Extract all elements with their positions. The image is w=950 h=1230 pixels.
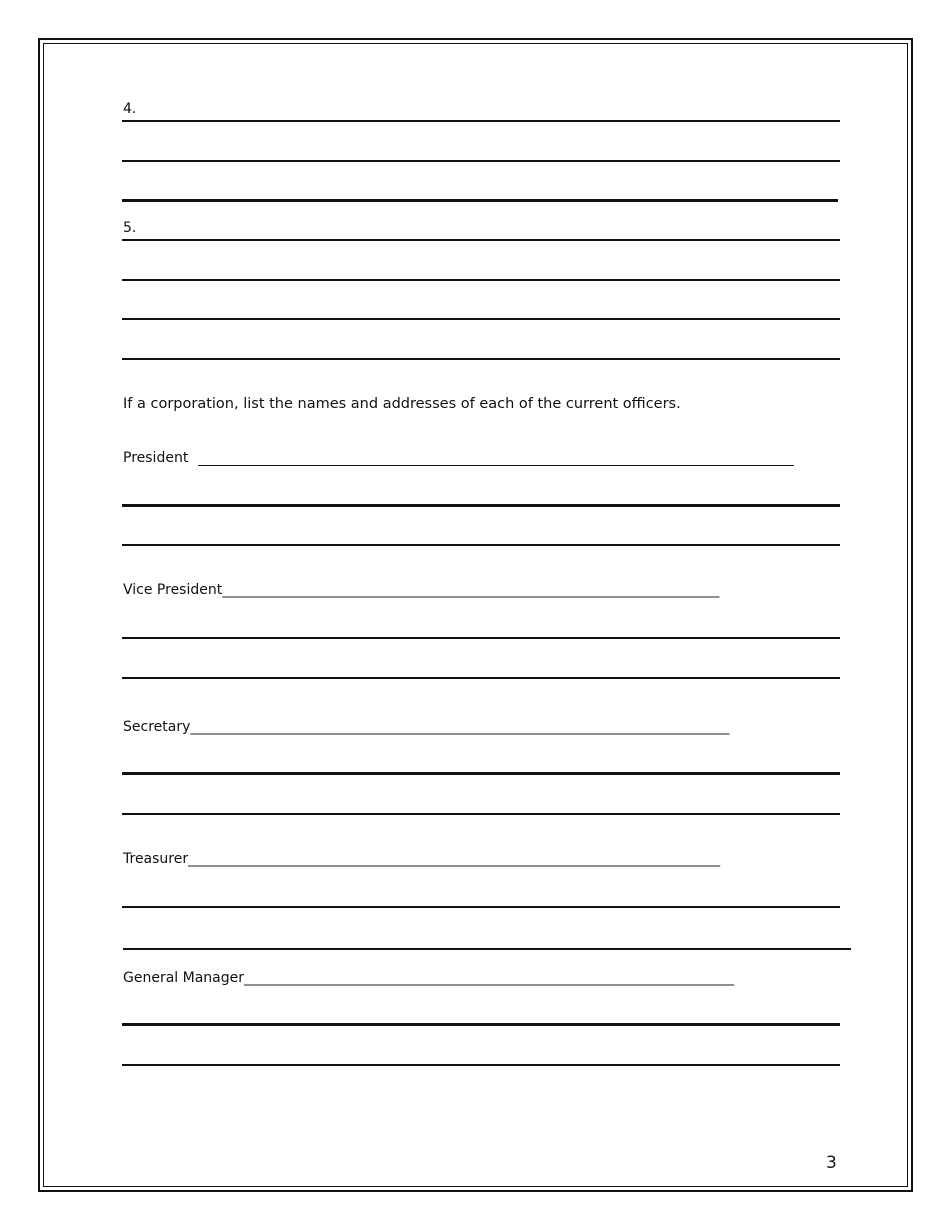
vice-president-name-field[interactable]: _______________________________________________________________________ <box>222 582 720 598</box>
page-border-inner <box>43 43 908 1187</box>
item-4-line-1[interactable] <box>122 120 840 122</box>
vice-president-line-1[interactable] <box>122 637 840 639</box>
page-number: 3 <box>826 1153 837 1173</box>
item-4-label: 4. <box>123 101 137 117</box>
general-manager-row <box>123 970 734 986</box>
secretary-name-field[interactable]: _____________________________________________________________________________ <box>190 719 730 735</box>
officers-instruction: If a corporation, list the names and addresses of each of the current officers. <box>123 396 681 412</box>
president-label: President <box>123 450 189 466</box>
item-5-label: 5. <box>123 220 137 236</box>
vice-president-line-2[interactable] <box>122 677 840 679</box>
secretary-line-2[interactable] <box>122 813 840 815</box>
item-5-line-3[interactable] <box>122 318 840 320</box>
item-4-line-2[interactable] <box>122 160 840 162</box>
general-manager-name-field[interactable]: ______________________________________________________________________ <box>244 970 734 986</box>
vice-president-label: Vice President <box>123 582 223 598</box>
general-manager-label: General Manager <box>123 970 244 986</box>
treasurer-row <box>123 851 720 867</box>
item-5-line-1[interactable] <box>122 239 840 241</box>
treasurer-name-field[interactable]: ____________________________________________________________________________ <box>188 851 721 867</box>
item-5-line-4[interactable] <box>122 358 840 360</box>
president-line-1[interactable] <box>122 504 840 507</box>
president-line-2[interactable] <box>122 544 840 546</box>
secretary-line-1[interactable] <box>122 772 840 775</box>
treasurer-label: Treasurer <box>123 851 189 867</box>
item-5-line-2[interactable] <box>122 279 840 281</box>
treasurer-line-2[interactable] <box>123 948 851 950</box>
president-name-field[interactable] <box>198 465 794 466</box>
vice-president-row <box>123 582 719 598</box>
general-manager-line-1[interactable] <box>122 1023 840 1026</box>
secretary-label: Secretary <box>123 719 191 735</box>
treasurer-line-1[interactable] <box>122 906 840 908</box>
general-manager-line-2[interactable] <box>122 1064 840 1066</box>
secretary-row <box>123 719 729 735</box>
item-4-line-3[interactable] <box>122 199 838 202</box>
